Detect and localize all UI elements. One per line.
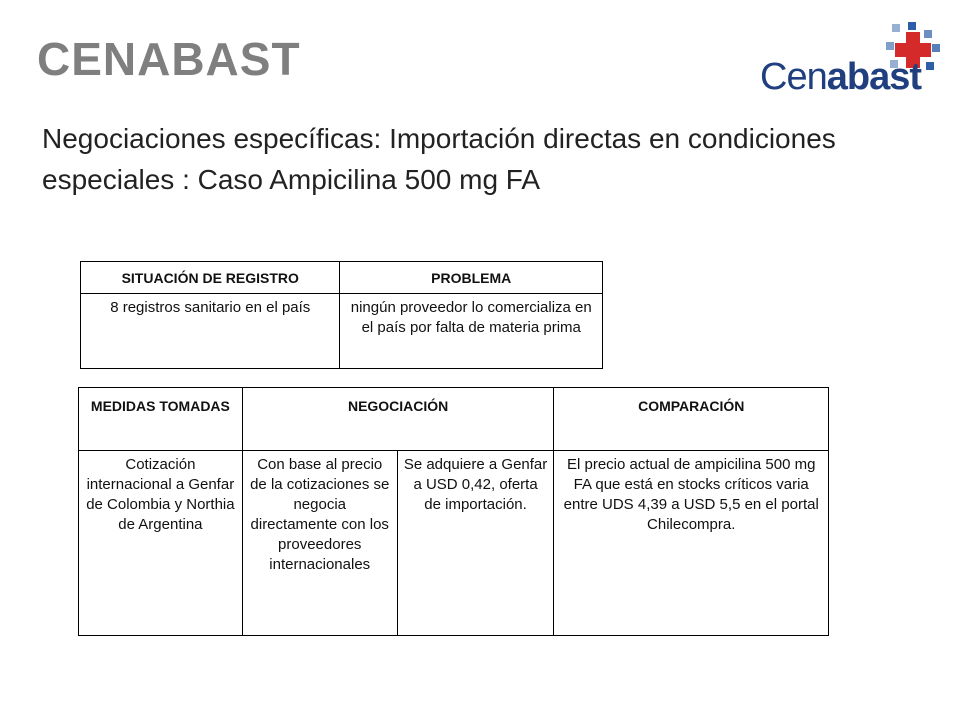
cell-comparacion: El precio actual de ampicilina 500 mg FA que está en stocks críticos varia entre UDS 4,39 a USD 5,5 en el portal Chilecompra. bbox=[554, 451, 829, 636]
header-comparacion: COMPARACIÓN bbox=[554, 388, 829, 451]
cenabast-logo bbox=[760, 22, 945, 98]
registro-table bbox=[80, 261, 603, 369]
header-medidas-tomadas: MEDIDAS TOMADAS bbox=[79, 388, 243, 451]
cell-situacion-registro: 8 registros sanitario en el país bbox=[81, 294, 340, 369]
cell-adquisicion: Se adquiere a Genfar a USD 0,42, oferta de importación. bbox=[397, 451, 554, 636]
cell-problema: ningún proveedor lo comercializa en el país por falta de materia prima bbox=[340, 294, 603, 369]
cell-negociacion: Con base al precio de la cotizaciones se negocia directamente con los proveedores internacionales bbox=[242, 451, 397, 636]
table-header-row bbox=[79, 388, 829, 451]
header-situacion-registro: SITUACIÓN DE REGISTRO bbox=[81, 262, 340, 294]
table-header-row bbox=[81, 262, 603, 294]
medidas-table bbox=[78, 387, 829, 636]
logo-text-bold: abast bbox=[826, 56, 921, 98]
header-problema: PROBLEMA bbox=[340, 262, 603, 294]
logo-wordmark bbox=[760, 58, 921, 96]
brand-heading: CENABAST bbox=[37, 33, 301, 85]
header-negociacion: NEGOCIACIÓN bbox=[242, 388, 554, 451]
table-row bbox=[81, 294, 603, 369]
cell-medidas-tomadas: Cotización internacional a Genfar de Colombia y Northia de Argentina bbox=[79, 451, 243, 636]
slide-title: Negociaciones específicas: Importación directas en condiciones especiales : Caso Ampicilina 500 mg FA bbox=[42, 123, 836, 195]
logo-text-light: Cen bbox=[760, 56, 827, 98]
table-row bbox=[79, 451, 829, 636]
